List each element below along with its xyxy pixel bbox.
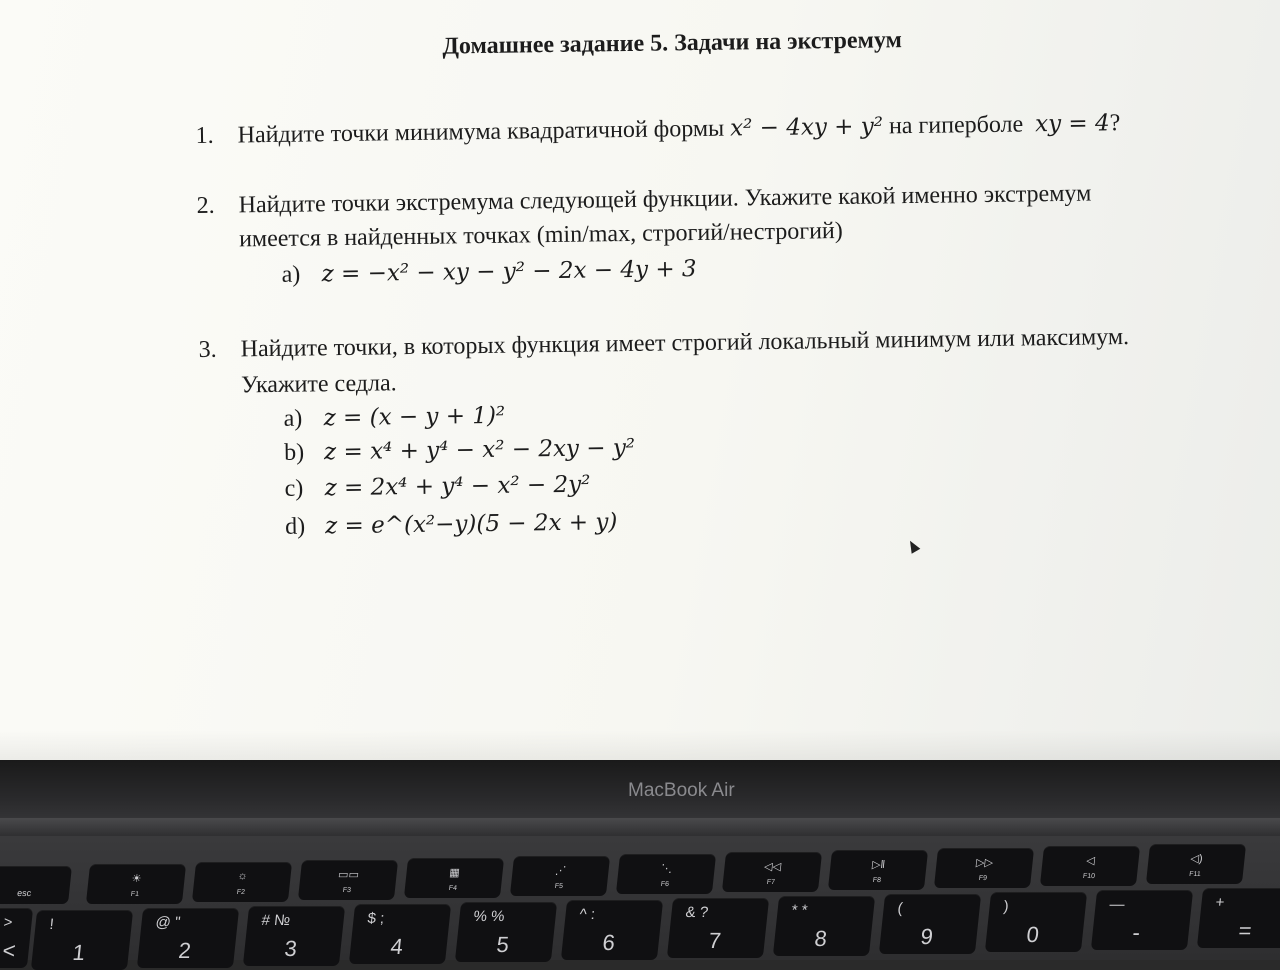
function-key-glyph-icon: ⋰ [554, 865, 567, 877]
problem-3-line-1: Найдите точки, в которых функция имеет строгий локальный минимум или максимум. [240, 324, 1130, 363]
key-shift-label: ! [48, 916, 55, 933]
key-main-label: 7 [707, 928, 723, 953]
problem-3-item-a [283, 403, 505, 433]
function-key-glyph-icon: ☀ [130, 873, 143, 885]
function-key-glyph-icon: ◁) [1189, 853, 1204, 865]
problem-2-line-2: имеется в найденных точках (min/max, строгий/нестрогий) [238, 218, 843, 253]
key-shift-label: ) [1002, 898, 1010, 915]
item-formula: z = x⁴ + y⁴ − x² − 2xy − y² [323, 434, 636, 466]
key-main-label: 2 [177, 938, 193, 963]
function-key-label: F4 [448, 885, 458, 892]
key-shift-label: & ? [684, 904, 710, 921]
item-label: b) [283, 439, 305, 466]
item-label: a) [281, 261, 301, 288]
problem-3-item-b [284, 435, 635, 467]
function-key-glyph-icon: ▷▷ [975, 857, 994, 869]
key-main-label: 8 [813, 926, 829, 951]
key-main-label: 5 [495, 932, 511, 957]
key-shift-label: % % [472, 908, 506, 925]
key-main-label: 3 [283, 936, 299, 961]
function-key-label: F7 [766, 879, 776, 886]
number-key-8[interactable] [773, 896, 875, 956]
function-key-f8[interactable] [828, 850, 928, 890]
function-key-glyph-icon: ▭▭ [337, 869, 360, 881]
laptop-hinge [0, 818, 1280, 838]
number-key-3[interactable] [243, 906, 345, 966]
esc-key[interactable]: esc [0, 866, 72, 904]
key-shift-label: * * [790, 902, 809, 919]
item-label: a) [283, 405, 303, 432]
item-label: c) [284, 475, 304, 502]
function-key-f5[interactable] [510, 856, 610, 896]
key-shift-label: — [1108, 896, 1126, 913]
number-key-10[interactable] [985, 892, 1087, 952]
number-key-12[interactable] [1197, 888, 1280, 948]
item-formula: z = 2x⁴ + y⁴ − x² − 2y² [324, 471, 591, 502]
problem-number: 1. [195, 122, 214, 150]
key-shift-label: ( [896, 900, 904, 917]
function-key-f7[interactable] [722, 852, 822, 892]
function-key-glyph-icon: ☼ [236, 870, 249, 882]
key-main-label: 1 [71, 940, 87, 965]
function-key-glyph-icon: ▦ [448, 867, 461, 879]
key-shift-label: # № [260, 912, 292, 929]
function-key-label: F9 [978, 875, 988, 882]
number-key-9[interactable] [879, 894, 981, 954]
item-formula: z = (x − y + 1)² [323, 402, 506, 432]
function-key-glyph-icon: ◁ [1085, 855, 1096, 867]
keyboard [0, 836, 1280, 965]
function-key-glyph-icon: ◁◁ [763, 861, 782, 873]
key-main-label: 0 [1025, 922, 1041, 947]
function-key-glyph-icon: ▷‖ [871, 859, 886, 871]
item-label: d) [284, 513, 306, 540]
brand-label: MacBook Air [628, 780, 735, 801]
key-main-label: - [1131, 920, 1142, 945]
number-key-11[interactable] [1091, 890, 1193, 950]
item-formula: z = e^(x²−y)(5 − 2x + y) [324, 509, 618, 540]
function-key-label: F3 [342, 887, 352, 894]
problem-2-item-a [281, 256, 696, 289]
problem-3-item-c [284, 472, 590, 503]
problem-2-line-1: Найдите точки экстремума следующей функции. Укажите какой именно экстремум [238, 180, 1092, 219]
number-key-7[interactable] [667, 898, 769, 958]
function-key-label: F6 [660, 881, 670, 888]
function-key-label: F8 [872, 877, 882, 884]
number-key-2[interactable] [137, 908, 239, 968]
key-shift-label: $ ; [366, 910, 386, 927]
function-key-glyph-icon: ⋱ [660, 863, 673, 875]
key-shift-label: ^ : [578, 906, 596, 923]
hyperbola-condition: xy = 4 [1034, 110, 1110, 138]
document-title: Домашнее задание 5. Задачи на экстремум [442, 27, 903, 60]
key-main-label: 6 [601, 930, 617, 955]
number-key-4[interactable] [349, 904, 451, 964]
quadratic-form-formula: x² − 4xy + y² [730, 113, 884, 142]
function-key-f11[interactable] [1146, 844, 1246, 884]
key-main-label: = [1237, 918, 1253, 943]
function-key-label: F5 [554, 883, 564, 890]
problem-number: 3. [198, 336, 217, 364]
function-key-label: F11 [1188, 871, 1202, 878]
number-key-6[interactable] [561, 900, 663, 960]
key-shift-label: + [1214, 894, 1226, 911]
problem-3-item-d [285, 509, 618, 541]
function-key-f4[interactable] [404, 858, 504, 898]
function-key-label: F2 [236, 889, 246, 896]
function-key-label: F10 [1082, 873, 1096, 880]
function-key-f10[interactable] [1040, 846, 1140, 886]
key-main-label: 4 [389, 934, 405, 959]
item-formula: z = −x² − xy − y² − 2x − 4y + 3 [321, 256, 697, 288]
problem-3-line-2: Укажите седла. [240, 370, 397, 399]
tilde-key[interactable]: > < [0, 908, 33, 968]
function-key-label: F1 [130, 891, 140, 898]
number-key-1[interactable] [31, 910, 133, 970]
function-key-f6[interactable] [616, 854, 716, 894]
function-key-f1[interactable] [86, 864, 186, 904]
function-key-f2[interactable] [192, 862, 292, 902]
problem-1-text: Найдите точки минимума квадратичной формы x² − 4xy + y² на гиперболе xy = 4? [237, 110, 1121, 149]
function-key-f9[interactable] [934, 848, 1034, 888]
key-shift-label: @ " [154, 914, 182, 931]
problem-number: 2. [196, 192, 215, 220]
number-key-5[interactable] [455, 902, 557, 962]
function-key-f3[interactable] [298, 860, 398, 900]
key-main-label: 9 [919, 924, 935, 949]
